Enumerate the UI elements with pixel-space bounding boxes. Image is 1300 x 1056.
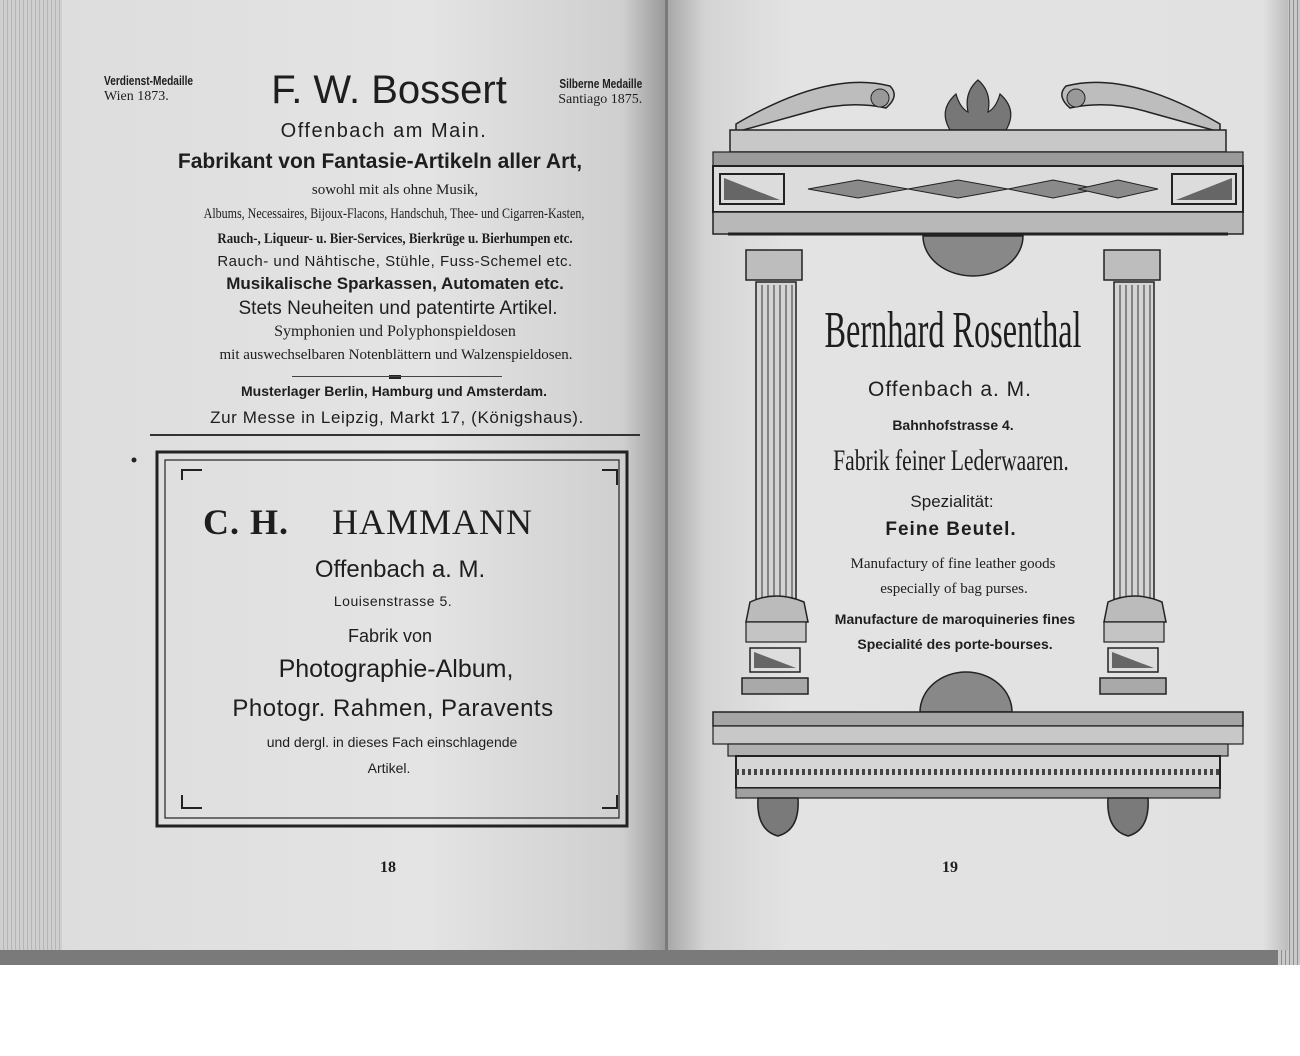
bossert-line-1: Fabrikant von Fantasie-Artikeln aller Art, <box>177 150 583 173</box>
medal-right-line2: Santiago 1875. <box>558 92 643 107</box>
bossert-line-4: Rauch-, Liqueur- u. Bier-Services, Bierkrüge u. Bierhumpen etc. <box>217 231 573 247</box>
bossert-musterlager: Musterlager Berlin, Hamburg und Amsterdam. <box>241 383 547 399</box>
bossert-line-7: Stets Neuheiten und patentirte Artikel. <box>238 298 558 319</box>
bossert-line-8: Symphonien und Polyphonspieldosen <box>274 323 516 340</box>
rosenthal-english-line-2: especially of bag purses. <box>880 581 1028 597</box>
rosenthal-english-line-1: Manufactury of fine leather goods <box>850 556 1056 572</box>
rosenthal-fabrik: Fabrik feiner Lederwaaren. <box>833 444 1069 477</box>
bossert-messe: Zur Messe in Leipzig, Markt 17, (Königshaus). <box>210 408 584 427</box>
left-page-edges <box>0 0 62 950</box>
page-number-right: 19 <box>942 859 958 876</box>
bossert-line-6: Musikalische Sparkassen, Automaten etc. <box>226 274 564 293</box>
hammann-line-1: Photographie-Album, <box>278 655 514 683</box>
hammann-street: Louisenstrasse 5. <box>333 593 453 609</box>
rosenthal-city: Offenbach a. M. <box>867 378 1033 401</box>
bossert-line-5: Rauch- und Nähtische, Stühle, Fuss-Schemel etc. <box>217 253 573 270</box>
rosenthal-street: Bahnhofstrasse 4. <box>892 417 1014 433</box>
hammann-line-2: Photogr. Rahmen, Paravents <box>232 695 554 722</box>
hammann-line-3: und dergl. in dieses Fach einschlagende <box>266 734 518 750</box>
medal-left-line1: Verdienst-Medaille <box>104 73 194 88</box>
rosenthal-french-line-2: Specialité des porte-bourses. <box>857 636 1053 652</box>
right-page <box>668 0 1288 950</box>
hammann-border <box>62 0 665 950</box>
medal-left-line2: Wien 1873. <box>104 89 169 104</box>
rosenthal-product: Feine Beutel. <box>885 519 1017 540</box>
page-number-left: 18 <box>380 859 396 876</box>
rosenthal-spezialitaet: Spezialität: <box>910 492 994 511</box>
hammann-fabrik: Fabrik von <box>347 626 433 646</box>
left-page <box>62 0 665 950</box>
hammann-surname: HAMMANN <box>332 502 534 542</box>
hammann-line-4: Artikel. <box>367 760 411 776</box>
bossert-line-9: mit auswechselbaren Notenblättern und Walzenspieldosen. <box>219 347 573 363</box>
bottom-white-margin <box>0 965 1300 1056</box>
rosenthal-company-name: Bernhard Rosenthal <box>824 302 1082 359</box>
hammann-initials: C. H. <box>203 502 289 542</box>
bossert-line-2: sowohl mit als ohne Musik, <box>311 182 479 198</box>
hammann-city: Offenbach a. M. <box>314 556 486 583</box>
bossert-company-name: F. W. Bossert <box>271 68 507 112</box>
bossert-line-3: Albums, Necessaires, Bijoux-Flacons, Handschuh, Thee- und Cigarren-Kasten, <box>203 206 585 222</box>
bossert-city: Offenbach am Main. <box>280 120 488 142</box>
rosenthal-french-line-1: Manufacture de maroquineries fines <box>834 611 1076 627</box>
medal-right-line1: Silberne Medaille <box>559 76 643 91</box>
